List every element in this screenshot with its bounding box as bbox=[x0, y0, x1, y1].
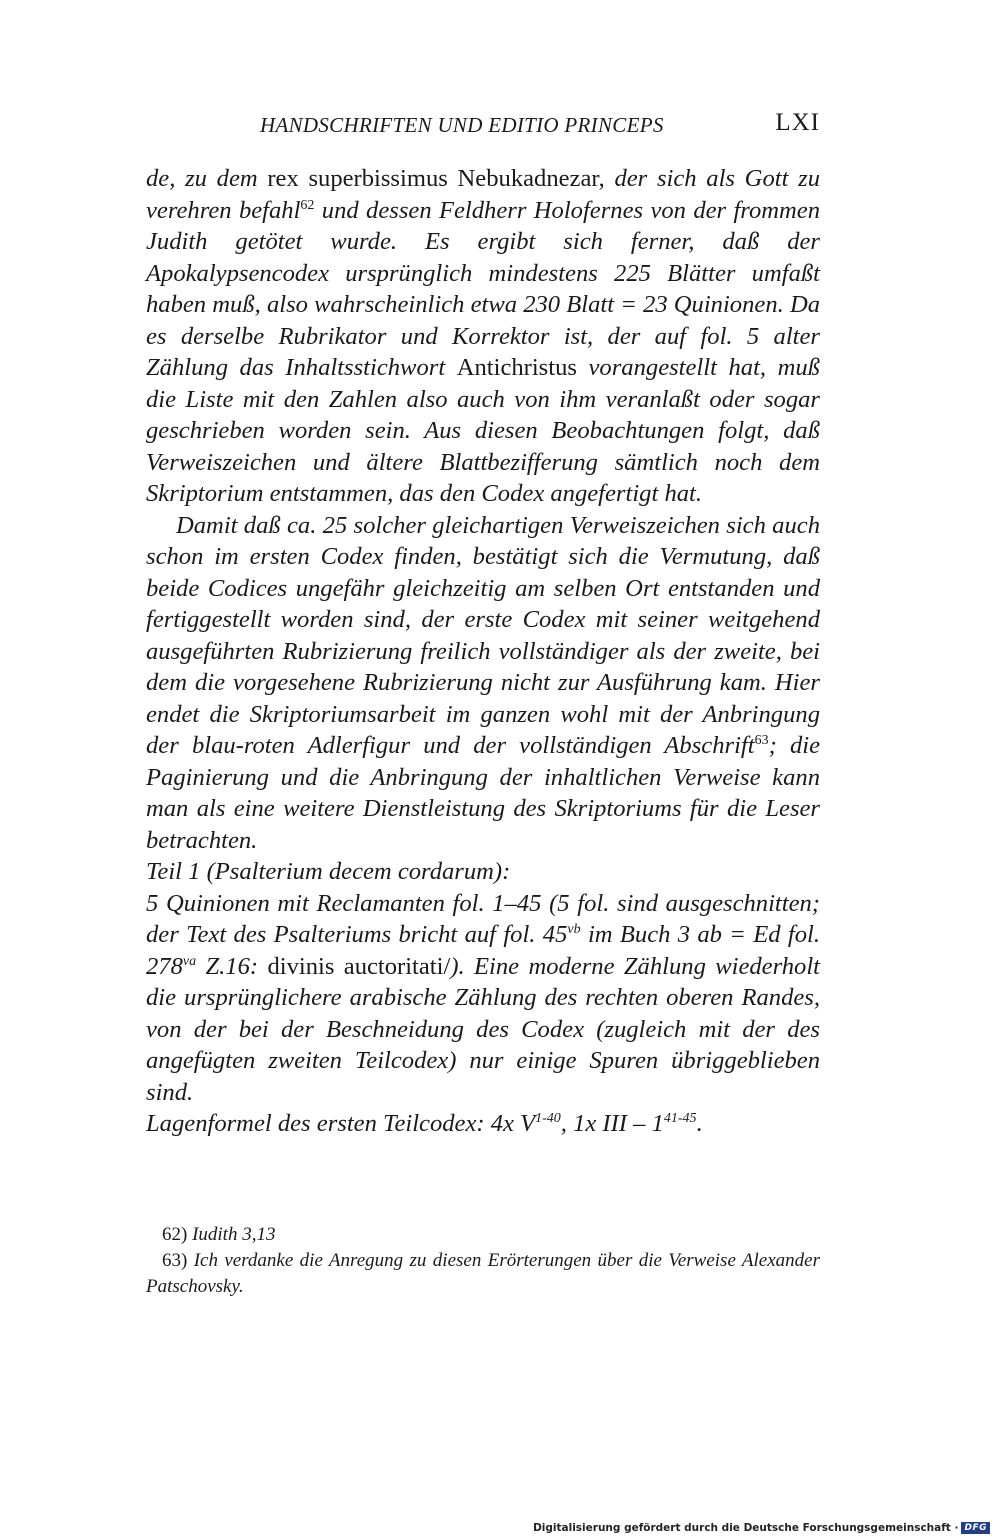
text-run: de, zu dem bbox=[146, 165, 268, 192]
superscript: va bbox=[182, 953, 197, 969]
text-run: ). Eine moderne Zählung wiederholt die ursprünglichere arabische Zählung des rechten oberen Randes, von der bei der Beschneidung des Codex (zugleich mit der des angefügten zweiten Teilcodex) nur einige Spuren übriggeblieben sind. bbox=[146, 952, 820, 1106]
footnote-number: 62) bbox=[162, 1224, 188, 1245]
footnote-text: Iudith 3,13 bbox=[192, 1224, 276, 1245]
page-number: LXI bbox=[775, 109, 820, 136]
latin-quote: Antichristus bbox=[456, 354, 577, 381]
text-run: Damit daß ca. 25 solcher gleichartigen Verweiszeichen sich auch schon im ersten Codex finden, bestätigt sich die Vermutung, daß beide Codices ungefähr gleichzeitig am selben Ort entstanden und fertiggestellt worden sind, der erste Codex mit seiner weitgehend ausgeführten Rubrizierung freilich vollständiger als der zweite, bei dem die vorgesehene Rubrizierung nicht zur Ausführung kam. Hier endet die Skriptoriumsarbeit im ganzen wohl mit der Anbringung der blau-roten Adlerfigur und der vollständigen Abschrift bbox=[146, 511, 820, 759]
credit-text: Digitalisierung gefördert durch die Deutsche Forschungsgemeinschaft · bbox=[533, 1522, 959, 1534]
section-heading: Teil 1 (Psalterium decem cordarum): bbox=[146, 858, 511, 885]
footnote-number: 63) bbox=[162, 1250, 188, 1271]
section-description bbox=[146, 888, 820, 1109]
text-run: der sich als Gott zu verehren befahl bbox=[146, 165, 820, 224]
superscript: 1-40 bbox=[535, 1111, 561, 1126]
paragraph-1 bbox=[146, 163, 820, 510]
latin-quote: rex superbissimus Nebukadnezar, bbox=[267, 165, 605, 192]
paragraph-2 bbox=[146, 510, 820, 857]
text-run: . bbox=[696, 1110, 703, 1137]
text-run: 5 Quinionen mit Reclamanten fol. 1–45 (5 fol. sind ausgeschnitten; der Text des Psalteriums bricht auf fol. 45 bbox=[146, 889, 820, 948]
superscript: vb bbox=[567, 922, 581, 937]
text-run: Z.16: bbox=[196, 952, 268, 980]
running-title: HANDSCHRIFTEN UND EDITIO PRINCEPS bbox=[260, 113, 664, 137]
text-run: ; die Paginierung und die Anbringung der inhaltlichen Verweise kann man als eine weitere Dienstleistung des Skriptoriums für die Leser betrachten. bbox=[146, 732, 820, 854]
text-run: im Buch 3 ab = Ed fol. 278 bbox=[146, 921, 820, 980]
collation-formula bbox=[146, 1108, 820, 1140]
latin-quote: divinis auctoritati/ bbox=[267, 952, 451, 980]
footnote-ref-63[interactable]: 63 bbox=[754, 733, 769, 748]
digitization-credit bbox=[533, 1522, 990, 1534]
footnote-text: Ich verdanke die Anregung zu diesen Erörterungen über die Verweise Alexander Patschovsky. bbox=[146, 1250, 820, 1297]
superscript: 41-45 bbox=[663, 1111, 697, 1126]
main-text bbox=[146, 163, 820, 1140]
text-run: Lagenformel des ersten Teilcodex: 4x V bbox=[146, 1110, 536, 1137]
text-run: , 1x III – 1 bbox=[560, 1110, 664, 1137]
running-header bbox=[260, 109, 820, 138]
dfg-logo: DFG bbox=[961, 1522, 990, 1534]
text-run: vorangestellt hat, muß die Liste mit den Zahlen also auch von ihm veranlaßt oder sogar geschrieben worden sein. Aus diesen Beobachtungen folgt, daß Verweiszeichen und ältere Blattbezifferung sämtlich noch dem Skriptorium entstammen, das den Codex angefertigt hat. bbox=[146, 354, 820, 507]
footnotes bbox=[146, 1222, 820, 1300]
footnote-ref-62[interactable]: 62 bbox=[300, 197, 315, 213]
text-run: und dessen Feldherr Holofernes von der frommen Judith getötet wurde. Es ergibt sich ferner, daß der Apokalypsencodex ursprünglich mindestens 225 Blätter umfaßt haben muß, also wahrscheinlich etwa 230 Blatt = 23 Quinionen. Da es derselbe Rubrikator und Korrektor ist, der auf fol. 5 alter Zählung das Inhaltsstichwort bbox=[146, 196, 820, 381]
footnote-63 bbox=[146, 1248, 820, 1300]
footnote-62 bbox=[146, 1222, 820, 1248]
